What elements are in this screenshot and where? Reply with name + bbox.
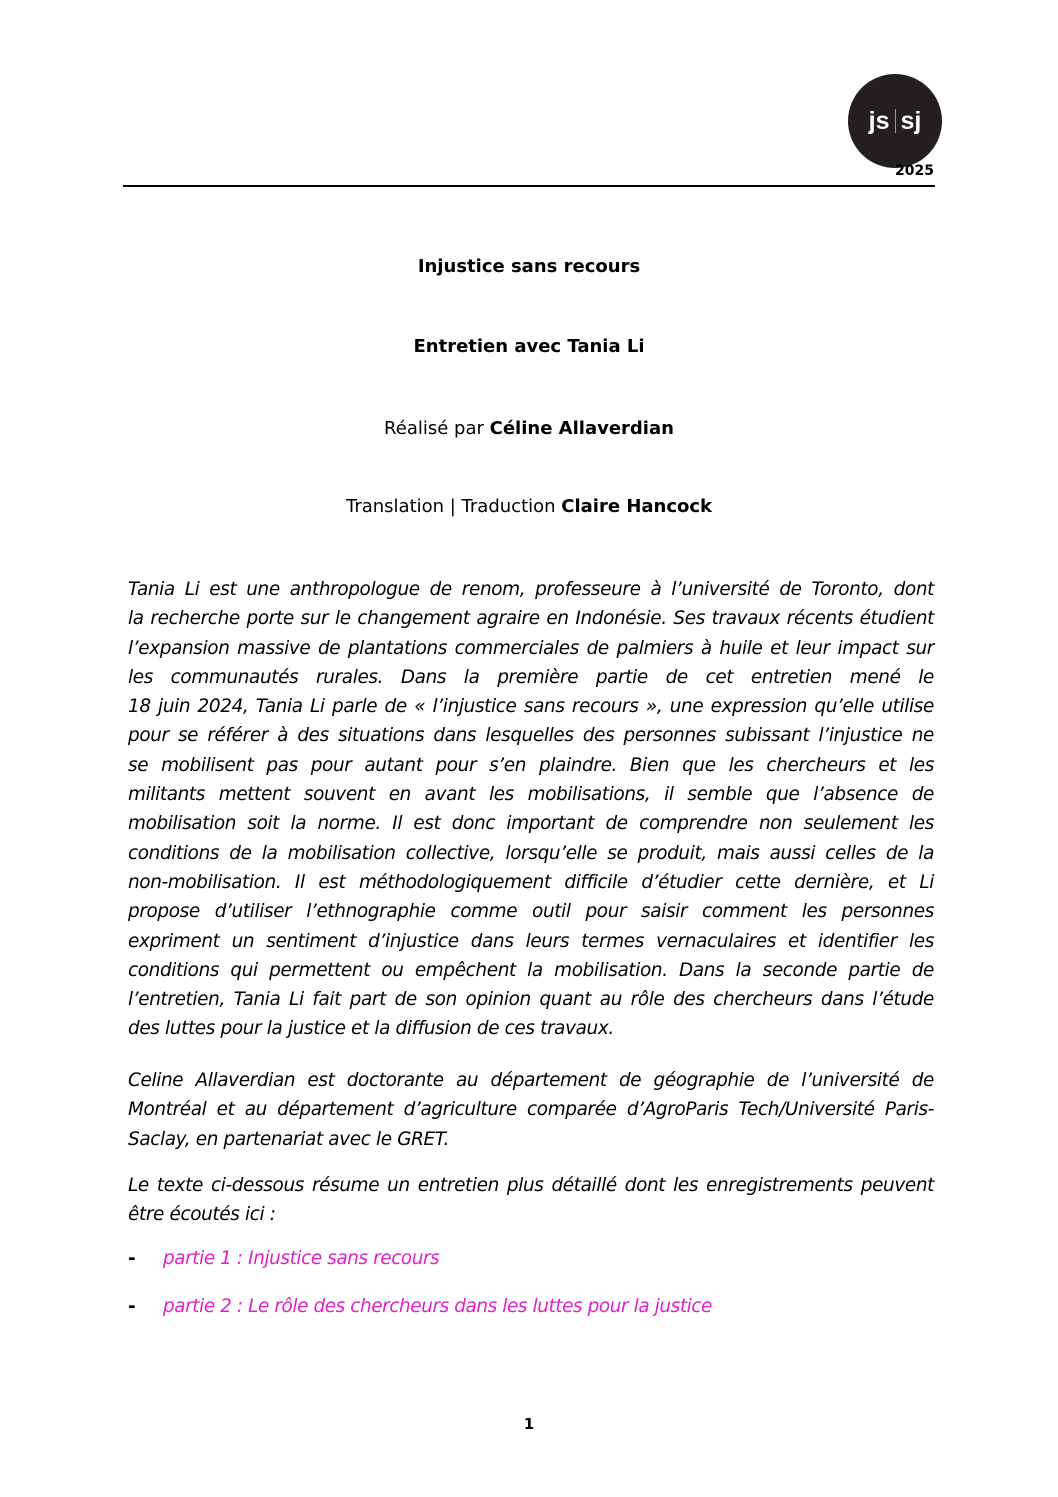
header-rule (123, 185, 935, 187)
abstract-line: conditions de la mobilisation collective, lorsqu’elle se produit, mais aussi celles de la (128, 842, 934, 864)
document-title: Injustice sans recours (417, 256, 641, 277)
logo-text-right: sj (900, 106, 922, 135)
byline (0, 418, 1058, 439)
abstract-line: propose d’utiliser l’ethnographie comme outil pour saisir comment les personnes (128, 901, 934, 923)
jssj-logo (848, 74, 942, 168)
translation-credit (0, 496, 1058, 517)
author-bio-paragraph (128, 1066, 934, 1154)
abstract-paragraph (128, 575, 934, 1044)
bio-line: Montréal et au département d’agriculture comparée d’AgroParis Tech/Université Paris- (128, 1099, 934, 1121)
abstract-line: Tania Li est une anthropologue de renom, professeure à l’université de Toronto, dont (128, 579, 934, 600)
page-number: 1 (523, 1415, 535, 1433)
header-year: 2025 (895, 163, 934, 179)
intro-line: être écoutés ici : (128, 1204, 276, 1226)
byline-name: Céline Allaverdian (489, 418, 674, 439)
document-subtitle: Entretien avec Tania Li (413, 336, 645, 357)
abstract-line: des luttes pour la justice et la diffusion de ces travaux. (128, 1018, 614, 1040)
link-partie-2[interactable]: partie 2 : Le rôle des chercheurs dans les luttes pour la justice (163, 1296, 712, 1317)
byline-prefix: Réalisé par (384, 418, 484, 439)
bio-line: Saclay, en partenariat avec le GRET. (128, 1128, 449, 1150)
abstract-line: conditions qui permettent ou empêchent la mobilisation. Dans la seconde partie de (128, 959, 934, 981)
translator-name: Claire Hancock (561, 496, 713, 517)
abstract-line: l’entretien, Tania Li fait part de son opinion quant au rôle des chercheurs dans l’étude (128, 989, 934, 1011)
abstract-line: se mobilisent pas pour autant pour s’en plaindre. Bien que les chercheurs et les (128, 754, 934, 776)
abstract-line: mobilisation soit la norme. Il est donc important de comprendre non seulement les (128, 813, 934, 835)
abstract-line: la recherche porte sur le changement agraire en Indonésie. Ses travaux récents étudient (128, 608, 934, 630)
intro-line: Le texte ci-dessous résume un entretien plus détaillé dont les enregistrements peuvent (128, 1175, 934, 1196)
intro-paragraph (128, 1171, 934, 1230)
bullet-dash: - (128, 1296, 136, 1317)
link-partie-1[interactable]: partie 1 : Injustice sans recours (163, 1248, 440, 1269)
abstract-line: pour se référer à des situations dans lesquelles des personnes subissant l’injustice ne (128, 725, 934, 747)
bio-line: Celine Allaverdian est doctorante au département de géographie de l’université de (128, 1070, 934, 1091)
logo-divider (895, 109, 896, 133)
abstract-line: expriment un sentiment d’injustice dans leurs termes vernaculaires et identifier les (128, 930, 934, 952)
translation-prefix: Translation | Traduction (345, 496, 556, 517)
logo-text-left: js (868, 106, 890, 135)
abstract-line: les communautés rurales. Dans la première partie de cet entretien mené le (128, 666, 934, 688)
abstract-line: 18 juin 2024, Tania Li parle de « l’injustice sans recours », une expression qu’elle utilise (128, 696, 934, 718)
bullet-dash: - (128, 1248, 136, 1269)
abstract-line: non-mobilisation. Il est méthodologiquement difficile d’étudier cette dernière, et Li (128, 871, 934, 893)
abstract-line: l’expansion massive de plantations commerciales de palmiers à huile et leur impact sur (128, 637, 934, 659)
abstract-line: militants mettent souvent en avant les mobilisations, il semble que l’absence de (128, 784, 934, 806)
